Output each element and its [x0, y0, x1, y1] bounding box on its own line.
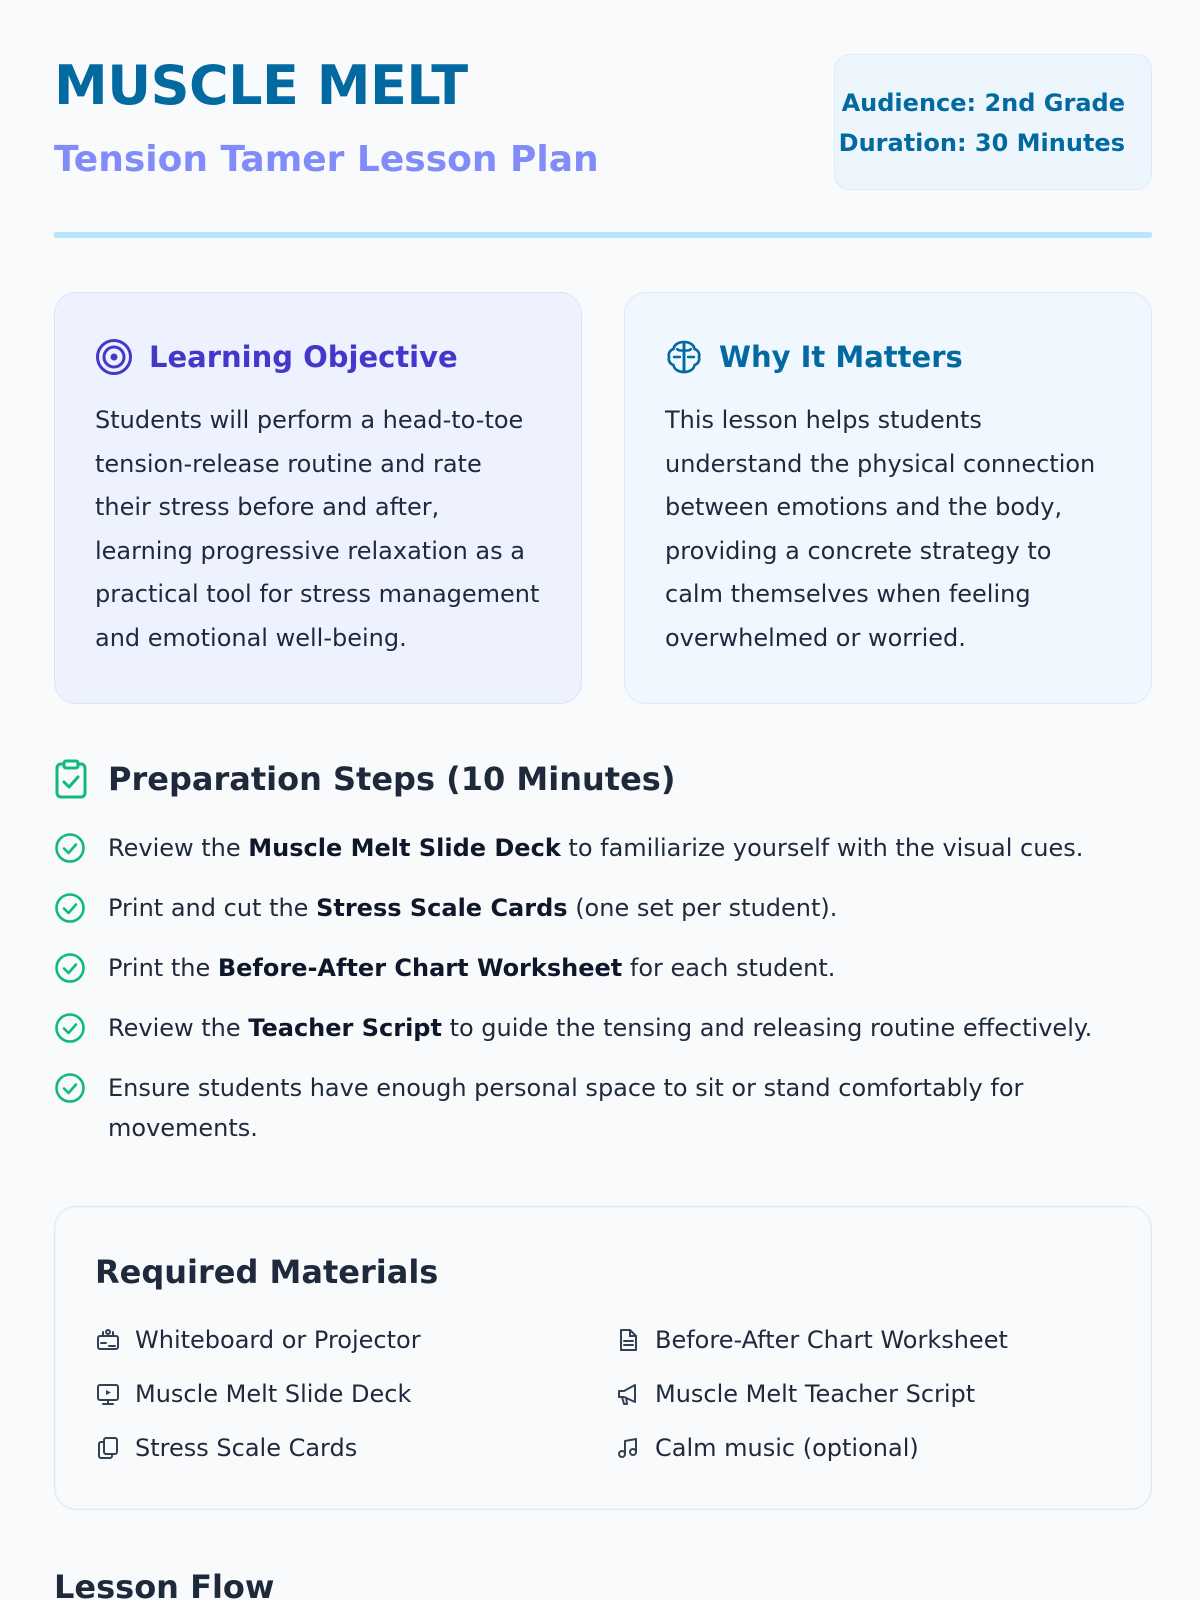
preparation-step	[54, 1008, 1152, 1048]
material-label: Calm music (optional)	[655, 1434, 919, 1462]
chalkboard-icon	[95, 1327, 121, 1353]
lesson-header	[54, 54, 1152, 238]
preparation-header	[54, 758, 1152, 800]
page-title: MUSCLE MELT	[54, 54, 468, 117]
music-icon	[615, 1435, 641, 1461]
materials-list	[95, 1321, 1111, 1467]
material-item	[615, 1321, 1095, 1359]
learning-objective-card	[54, 292, 582, 704]
material-label: Muscle Melt Teacher Script	[655, 1380, 976, 1408]
preparation-step-text: Print the Before-After Chart Worksheet for each student.	[108, 954, 836, 982]
material-label: Stress Scale Cards	[135, 1434, 358, 1462]
material-item	[615, 1429, 1095, 1467]
lesson-meta-box	[834, 54, 1152, 190]
page-subtitle: Tension Tamer Lesson Plan	[54, 139, 599, 180]
learning-objective-text: Students will perform a head-to-toe tension-release routine and rate their stress before and after, learning progressive relaxation as a practical tool for stress management and emotional well-being.	[95, 406, 540, 652]
preparation-step	[54, 888, 1152, 928]
duration-label: Duration: 30 Minutes	[838, 129, 1125, 157]
preparation-step	[54, 948, 1152, 988]
preparation-section	[54, 758, 1152, 1168]
learning-objective-header	[95, 337, 541, 377]
check-circle-icon	[54, 1072, 86, 1104]
material-item	[95, 1375, 615, 1413]
why-it-matters-card	[624, 292, 1152, 704]
preparation-step	[54, 828, 1152, 868]
learning-objective-title: Learning Objective	[149, 340, 458, 374]
document-icon	[615, 1327, 641, 1353]
preparation-step-text: Ensure students have enough personal space to sit or stand comfortably for movements.	[108, 1074, 1024, 1142]
why-it-matters-text: This lesson helps students understand the physical connection between emotions and the body, providing a concrete strategy to calm themselves when feeling overwhelmed or worried.	[665, 406, 1096, 652]
why-it-matters-title: Why It Matters	[719, 340, 963, 374]
material-item	[95, 1429, 615, 1467]
material-label: Whiteboard or Projector	[135, 1326, 421, 1354]
preparation-step-text: Review the Teacher Script to guide the tensing and releasing routine effectively.	[108, 1014, 1093, 1042]
clipboard-check-icon	[54, 759, 88, 799]
lesson-flow-title: Lesson Flow	[54, 1568, 275, 1600]
material-item	[615, 1375, 1095, 1413]
audience-label: Audience: 2nd Grade	[841, 89, 1125, 117]
check-circle-icon	[54, 832, 86, 864]
material-label: Before-After Chart Worksheet	[655, 1326, 1008, 1354]
cards-icon	[95, 1435, 121, 1461]
check-circle-icon	[54, 892, 86, 924]
target-icon	[95, 338, 133, 376]
preparation-step	[54, 1068, 1152, 1148]
preparation-title: Preparation Steps (10 Minutes)	[108, 760, 676, 798]
material-item	[95, 1321, 615, 1359]
check-circle-icon	[54, 952, 86, 984]
preparation-step-text: Print and cut the Stress Scale Cards (one set per student).	[108, 894, 838, 922]
check-circle-icon	[54, 1012, 86, 1044]
header-divider	[54, 232, 1152, 238]
megaphone-icon	[615, 1381, 641, 1407]
material-label: Muscle Melt Slide Deck	[135, 1380, 412, 1408]
why-it-matters-header	[665, 337, 1111, 377]
brain-icon	[665, 338, 703, 376]
preparation-steps-list	[54, 828, 1152, 1148]
preparation-step-text: Review the Muscle Melt Slide Deck to familiarize yourself with the visual cues.	[108, 834, 1084, 862]
required-materials-title: Required Materials	[95, 1253, 439, 1291]
presentation-icon	[95, 1381, 121, 1407]
required-materials-card	[54, 1206, 1152, 1510]
